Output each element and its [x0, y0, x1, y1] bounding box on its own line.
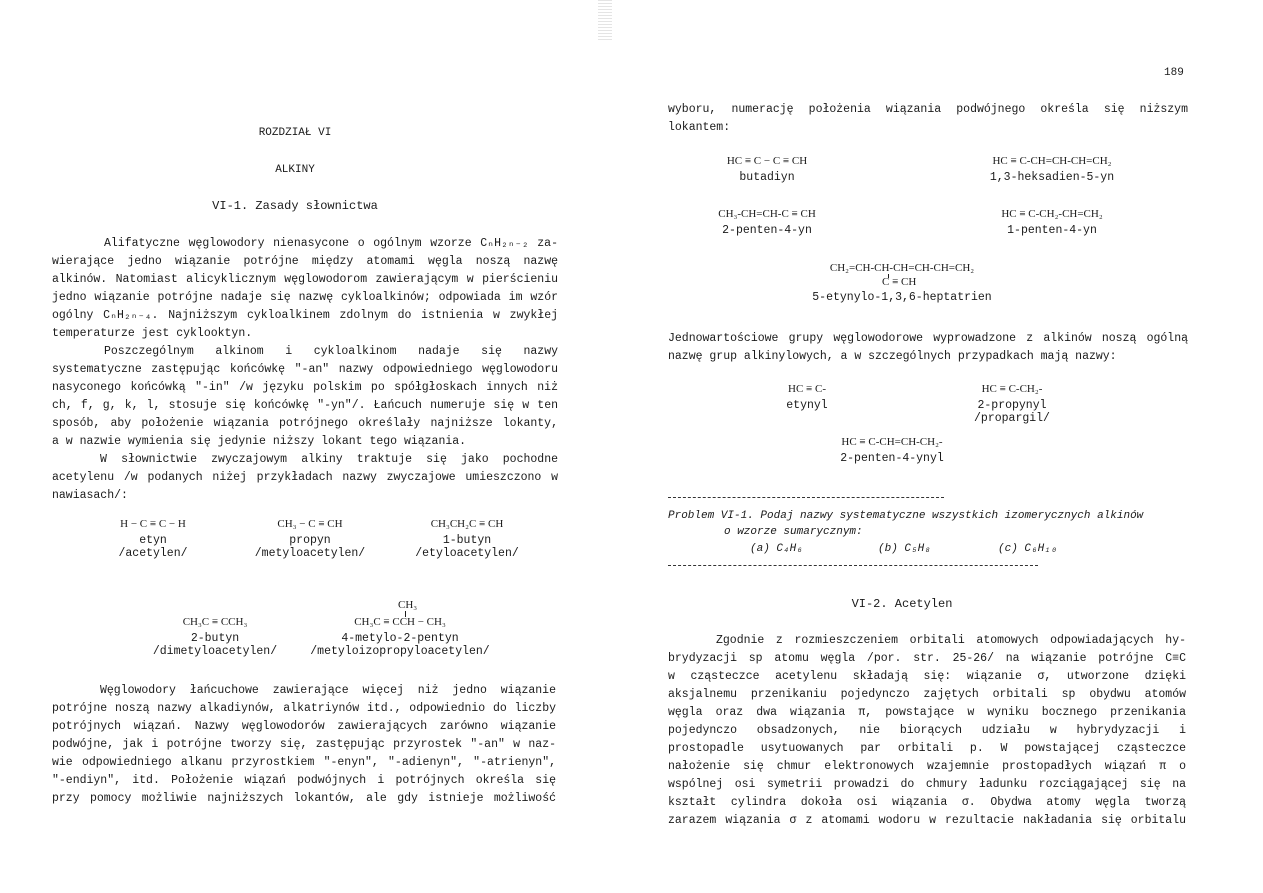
- problem-option-c: (c) C₆H₁₀: [998, 543, 1058, 555]
- example-2-butyne: [150, 616, 280, 658]
- chapter-title: ALKINY: [275, 164, 315, 176]
- text-line: prostopadle usytuowanych par orbitali p. W powstającej cząsteczce: [668, 742, 1186, 755]
- paragraph-3: [668, 632, 1186, 830]
- problem-bottom-rule: [668, 565, 1038, 566]
- compound-name: 4-metylo-2-pentyn: [341, 632, 459, 645]
- text-line: systematyczne zastępując końcówkę "-an" nazwy odpowiedniego węglowodoru: [52, 363, 558, 376]
- text-line: kształt cylindra dokoła osi wiązania σ. Obydwa atomy węgla tworzą: [668, 796, 1186, 809]
- compound-name: 2-butyn: [190, 632, 240, 645]
- text-line: węgla oraz dwa wiązania π, powstające w wyniku bocznego przenikania: [668, 706, 1186, 719]
- example-2-penten-4-yne: [692, 208, 842, 237]
- formula: HC ≡ C-CH₂-: [981, 383, 1043, 395]
- compound-name: etyn: [139, 534, 167, 547]
- text-line: wyboru, numerację położenia wiązania podwójnego określa się niższym: [668, 103, 1188, 116]
- formula: CH₃CH₂C ≡ CH: [430, 518, 504, 530]
- text-line: aksjalnemu przenikaniu pojedynczo zajętych orbitali sp obydwu atomów: [668, 688, 1186, 701]
- formula: CH₃C ≡ CCH − CH₃: [354, 616, 446, 628]
- text-line: ch, f, g, k, l, stosuje się końcówkę "-yn"/. Łańcuch numeruje się w ten: [52, 399, 558, 412]
- formula: H − C ≡ C − H: [120, 518, 186, 530]
- paragraph-2: [668, 330, 1188, 366]
- paragraph-4: [52, 682, 556, 808]
- example-butyne: [392, 518, 542, 560]
- group-propynyl: [952, 383, 1072, 425]
- example-ethyne: [88, 518, 218, 560]
- text-line: ogólny CₙH₂ₙ₋₄. Najniższym cykloalkinem zdolnym do istnienia w zwykłej: [52, 309, 558, 322]
- text-line: a w nazwie wymienia się jedynie niższy lokant tego wiązania.: [52, 435, 467, 448]
- paragraph-2: [52, 343, 558, 451]
- right-page: [632, 0, 1263, 893]
- text-line: alkinów. Natomiast alicyklicznym węglowodorom zawierającym w pierścieniu: [52, 273, 558, 286]
- formula: CH₃C ≡ CCH₃: [182, 616, 248, 628]
- compound-name: propyn: [289, 534, 331, 547]
- trivial-name: /metyloacetylen/: [254, 547, 366, 560]
- left-page: [0, 0, 610, 893]
- compound-name: 5-etynylo-1,3,6-heptatrien: [812, 291, 992, 304]
- example-1-penten-4-yne: [972, 208, 1132, 237]
- text-line: brydyzacji sp atomu węgla /por. str. 25-26/ na wiązanie potrójne C≡C: [668, 652, 1186, 665]
- compound-name: butadiyn: [739, 171, 795, 184]
- section-heading: VI-2. Acetylen: [851, 597, 953, 611]
- group-name: 2-penten-4-ynyl: [840, 452, 944, 465]
- branch-formula: CH₃: [398, 599, 418, 611]
- text-line: potrójnych wiązań. Nazwy węglowodorów zawierających zarówno wiązanie: [52, 720, 556, 733]
- formula: HC ≡ C-CH=CH-CH₂-: [841, 436, 943, 448]
- text-line: zarazem wiązania σ z atomami wodoru w rezultacie nakładania się orbitalu: [668, 814, 1186, 827]
- example-butadiyne: [692, 155, 842, 184]
- text-line: wspólnej osi symetrii prowadzi do chmury ładunku rozciągającej się na: [668, 778, 1186, 791]
- text-line: wierające jedno wiązanie potrójne między atomami węgla noszą nazwę: [52, 255, 558, 268]
- example-propyne: [230, 518, 390, 560]
- text-line: jedno wiązanie potrójne nadaje się nazwę cykloalkinów; odpowiada im wzór: [52, 291, 558, 304]
- group-ethynyl: [767, 383, 847, 412]
- text-line: sposób, aby położenie wiązania potrójnego określały najniższe lokanty,: [52, 417, 558, 430]
- compound-name: 1-butyn: [442, 534, 492, 547]
- text-line: w cząsteczce acetylenu składają się: wiązanie σ, utworzone dzięki: [668, 670, 1186, 683]
- methyl-branch: [398, 599, 417, 617]
- text-line: pojedynczo obsadzonych, nie biorących udziału w hybrydyzacji i: [668, 724, 1186, 737]
- formula: HC ≡ C − C ≡ CH: [726, 155, 808, 167]
- formula: HC ≡ C-CH₂-CH=CH₂: [1001, 208, 1103, 220]
- formula: HC ≡ C-CH=CH-CH=CH₂: [992, 155, 1112, 167]
- section-heading: VI-1. Zasady słownictwa: [212, 199, 378, 213]
- problem-text-cont: o wzorze sumarycznym:: [724, 526, 863, 538]
- text-line: przy pomocy możliwie najniższych lokantów, ale gdy istnieje możliwość: [52, 792, 556, 805]
- text-line: "-endiyn", itd. Położenie wiązań podwójnych i potrójnych określa się: [52, 774, 556, 787]
- text-line: Zgodnie z rozmieszczeniem orbitali atomowych odpowiadających hy-: [716, 634, 1186, 647]
- paragraph-1: [668, 101, 1188, 137]
- group-name: 2-propynyl: [977, 399, 1047, 412]
- branch-block: [792, 274, 1012, 288]
- problem-option-a: (a) C₄H₆: [750, 543, 803, 555]
- example-4-methyl-2-pentyne: [300, 616, 500, 658]
- problem-text: Problem VI-1. Podaj nazwy systematyczne wszystkich izomerycznych alkinów: [668, 510, 1144, 522]
- text-line: nasyconego końcówką "-in" /w języku polskim po spółgłoskach innych niż: [52, 381, 558, 394]
- text-line: W słownictwie zwyczajowym alkiny traktuje się jako pochodne: [100, 453, 558, 466]
- compound-name: 1-penten-4-yn: [1007, 224, 1097, 237]
- paragraph-1: [52, 235, 558, 343]
- branch-formula: C ≡ CH: [882, 276, 917, 288]
- example-hexadienyne: [962, 155, 1142, 184]
- text-line: wie odpowiedniego alkanu przyrostkiem "-enyn", "-adienyn", "-atrienyn",: [52, 756, 556, 769]
- formula: CH₂=CH-CH-CH=CH-CH=CH₂: [829, 262, 975, 274]
- formula: HC ≡ C-: [788, 383, 826, 395]
- text-line: nazwę grup alkinylowych, a w szczególnych przypadkach mają nazwy:: [668, 350, 1117, 363]
- paragraph-3: [52, 451, 558, 505]
- formula: CH₃ − C ≡ CH: [277, 518, 343, 530]
- text-line: nawiasach/:: [52, 489, 128, 502]
- chapter-heading: ROZDZIAŁ VI: [258, 127, 332, 139]
- trivial-name: /propargil/: [974, 412, 1050, 425]
- example-ethynyl-heptatriene: [792, 262, 1012, 304]
- text-line: temperaturze jest cyklooktyn.: [52, 327, 253, 340]
- group-name: etynyl: [786, 399, 828, 412]
- text-line: Poszczególnym alkinom i cykloalkinom nadaje się nazwy: [104, 345, 558, 358]
- text-line: Węglowodory łańcuchowe zawierające więcej niż jedno wiązanie: [100, 684, 556, 697]
- problem-top-rule: [668, 497, 944, 498]
- trivial-name: /metyloizopropyloacetylen/: [310, 645, 490, 658]
- trivial-name: /dimetyloacetylen/: [152, 645, 278, 658]
- text-line: acetylenu /w podanych niżej przykładach nazwy zwyczajowe umieszczono w: [52, 471, 558, 484]
- text-line: Alifatyczne węglowodory nienasycone o ogólnym wzorze CₙH₂ₙ₋₂ za-: [104, 237, 558, 250]
- text-line: podwójne, jak i potrójne tworzy się, zastępując przyrostek "-an" w naz-: [52, 738, 556, 751]
- trivial-name: /acetylen/: [118, 547, 188, 560]
- formula: CH₃-CH=CH-C ≡ CH: [718, 208, 816, 220]
- problem-option-b: (b) C₅H₈: [878, 543, 931, 555]
- compound-name: 2-penten-4-yn: [722, 224, 812, 237]
- text-line: Jednowartościowe grupy węglowodorowe wyprowadzone z alkinów noszą ogólną: [668, 332, 1188, 345]
- group-pentenynyl: [822, 436, 962, 465]
- trivial-name: /etyloacetylen/: [415, 547, 519, 560]
- compound-name: 1,3-heksadien-5-yn: [989, 171, 1115, 184]
- page-number: 189: [1164, 67, 1184, 79]
- text-line: nałożenie się chmur elektronowych wzajemnie prostopadłych wiązań π o: [668, 760, 1186, 773]
- text-line: lokantem:: [668, 121, 731, 134]
- text-line: potrójne noszą nazwy alkadiynów, alkatriynów itd., odpowiednio do liczby: [52, 702, 556, 715]
